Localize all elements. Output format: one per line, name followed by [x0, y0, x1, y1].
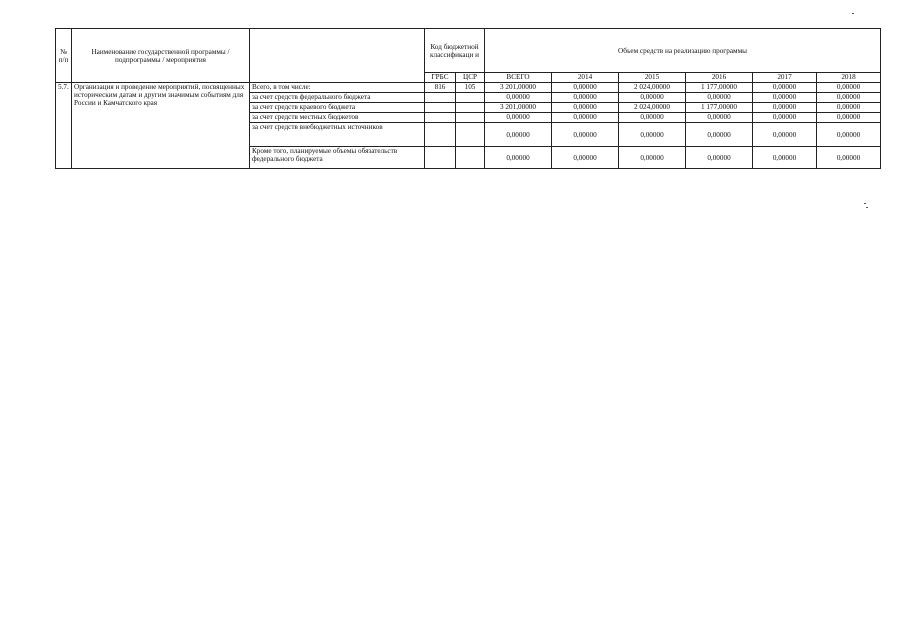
header-year: 2017	[753, 73, 817, 83]
row-csr	[456, 123, 485, 147]
row-grbs	[425, 147, 456, 169]
row-csr	[456, 147, 485, 169]
row-value: 0,00000	[817, 83, 881, 93]
row-value: 3 201,00000	[485, 103, 552, 113]
row-value: 0,00000	[619, 123, 686, 147]
row-value: 0,00000	[485, 93, 552, 103]
table-row	[56, 83, 881, 93]
row-value: 0,00000	[619, 93, 686, 103]
header-year: 2016	[686, 73, 753, 83]
row-value: 0,00000	[552, 113, 619, 123]
row-grbs	[425, 103, 456, 113]
row-value: 0,00000	[817, 93, 881, 103]
scan-speck	[852, 13, 854, 14]
header-csr: ЦСР	[456, 73, 485, 83]
header-grbs: ГРБС	[425, 73, 456, 83]
table-header-row	[56, 29, 881, 73]
row-value: 0,00000	[753, 113, 817, 123]
header-volume: Объем средств на реализацию программы	[485, 29, 881, 73]
row-value: 0,00000	[619, 113, 686, 123]
row-label: Кроме того, планируемые объемы обязательств федерального бюджета	[250, 147, 425, 169]
row-label: за счет средств внебюджетных источников	[250, 123, 425, 147]
row-value: 0,00000	[552, 93, 619, 103]
row-value: 0,00000	[619, 147, 686, 169]
header-num: № п/п	[56, 29, 72, 83]
row-grbs	[425, 113, 456, 123]
row-value: 2 024,00000	[619, 83, 686, 93]
row-value: 0,00000	[552, 123, 619, 147]
row-value: 0,00000	[817, 103, 881, 113]
header-year: 2014	[552, 73, 619, 83]
row-grbs	[425, 93, 456, 103]
row-label: за счет средств краевого бюджета	[250, 103, 425, 113]
row-grbs	[425, 123, 456, 147]
row-value: 0,00000	[485, 147, 552, 169]
row-value: 0,00000	[686, 123, 753, 147]
row-value: 1 177,00000	[686, 83, 753, 93]
row-csr	[456, 93, 485, 103]
header-total: ВСЕГО	[485, 73, 552, 83]
row-value: 3 201,00000	[485, 83, 552, 93]
row-label: за счет средств местных бюджетов	[250, 113, 425, 123]
row-value: 0,00000	[552, 83, 619, 93]
header-year: 2015	[619, 73, 686, 83]
row-value: 0,00000	[817, 123, 881, 147]
row-value: 0,00000	[753, 83, 817, 93]
row-csr	[456, 103, 485, 113]
row-value: 0,00000	[485, 113, 552, 123]
row-csr	[456, 113, 485, 123]
row-value: 0,00000	[753, 123, 817, 147]
row-label: Всего, в том числе:	[250, 83, 425, 93]
row-value: 0,00000	[552, 103, 619, 113]
header-code: Код бюджетной классификаци и	[425, 29, 485, 73]
row-value: 0,00000	[753, 93, 817, 103]
row-value: 0,00000	[686, 93, 753, 103]
row-value: 0,00000	[686, 113, 753, 123]
row-value: 2 024,00000	[619, 103, 686, 113]
scan-speck	[866, 207, 868, 208]
row-value: 0,00000	[686, 147, 753, 169]
row-value: 0,00000	[753, 103, 817, 113]
row-value: 0,00000	[817, 147, 881, 169]
scan-speck	[864, 203, 866, 204]
row-csr: 105	[456, 83, 485, 93]
item-num: 5.7.	[56, 83, 72, 169]
row-value: 0,00000	[817, 113, 881, 123]
row-value: 1 177,00000	[686, 103, 753, 113]
header-year: 2018	[817, 73, 881, 83]
row-label: за счет средств федерального бюджета	[250, 93, 425, 103]
item-name: Организация и проведение мероприятий, посвященных историческим датам и другим значимым событиям для России и Камчатского края	[72, 83, 250, 169]
row-grbs: 816	[425, 83, 456, 93]
header-name: Наименование государственной программы / подпрограммы / мероприятия	[72, 29, 250, 83]
row-value: 0,00000	[552, 147, 619, 169]
row-value: 0,00000	[485, 123, 552, 147]
budget-table	[55, 28, 881, 169]
header-blank	[250, 29, 425, 83]
row-value: 0,00000	[753, 147, 817, 169]
